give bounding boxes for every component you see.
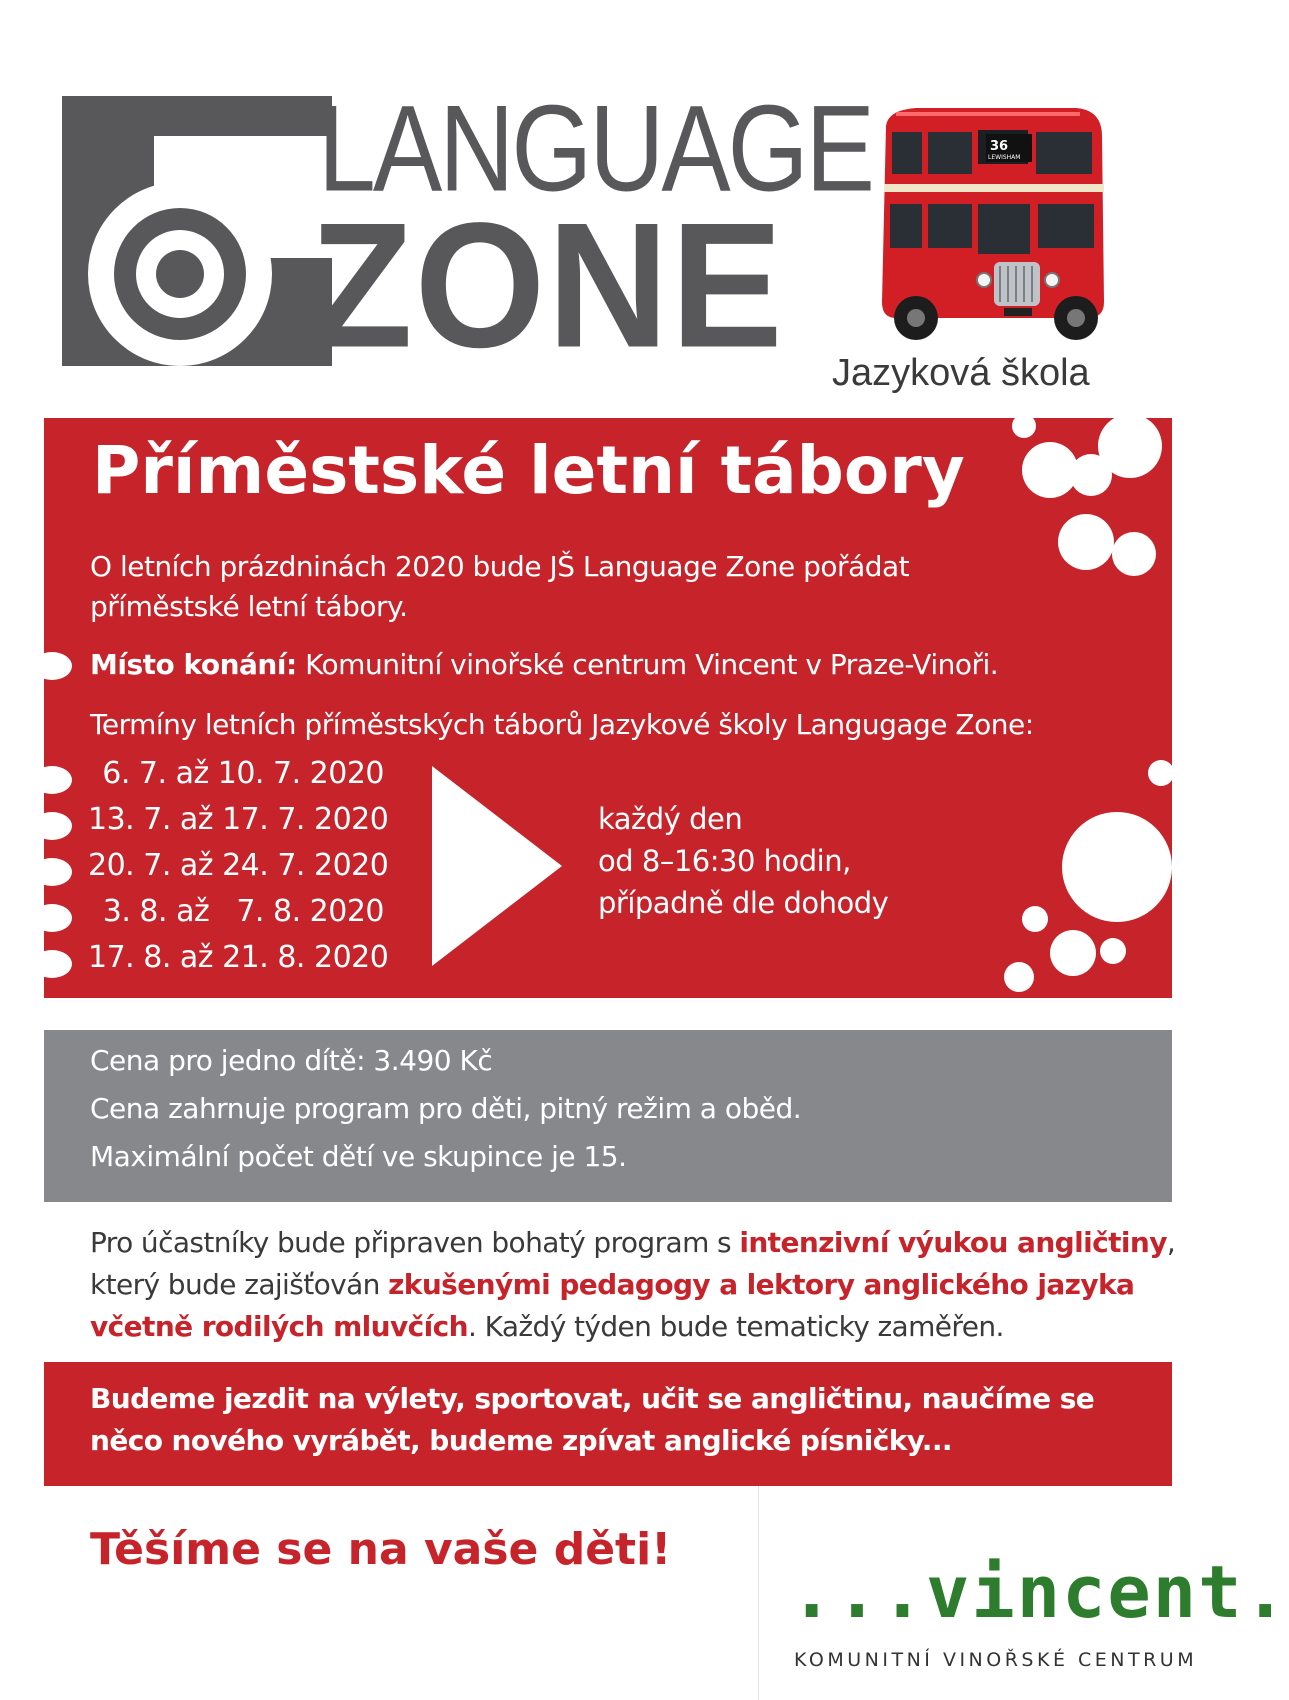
venue-label: Místo konání:	[90, 648, 297, 681]
intro-line: O letních prázdninách 2020 bude JŠ Language Zone pořádat	[90, 550, 910, 583]
schedule-line: případně dle dohody	[598, 886, 889, 920]
closing-slogan: Těšíme se na vaše děti!	[90, 1524, 672, 1575]
bubble-decoration	[32, 766, 72, 794]
activities-text	[90, 1378, 1094, 1462]
intro-line: příměstské letní tábory.	[90, 590, 408, 623]
terms-heading: Termíny letních příměstských táborů Jazykové školy Langugage Zone:	[90, 708, 1034, 741]
program-highlight: intenzivní výukou angličtiny	[739, 1226, 1167, 1259]
group-size-line: Maximální počet dětí ve skupince je 15.	[90, 1140, 627, 1173]
schedule-line: každý den	[598, 802, 743, 836]
date-term: 6. 7. až 10. 7. 2020	[102, 756, 384, 791]
program-text: Pro účastníky bude připraven bohatý program s	[90, 1226, 740, 1259]
bubble-decoration	[1100, 938, 1126, 964]
price-line: Cena pro jedno dítě: 3.490 Kč	[90, 1044, 493, 1077]
venue-line	[90, 645, 998, 685]
bubble-decoration	[1148, 760, 1174, 786]
bubble-decoration	[32, 950, 72, 978]
hero-title: Příměstské letní tábory	[92, 432, 965, 509]
bubble-decoration	[1050, 930, 1096, 976]
logo-word-zone: ZONE	[310, 185, 785, 385]
double-decker-bus-icon	[876, 106, 1108, 342]
program-text: ,	[1166, 1226, 1176, 1259]
logo-word-language: LANGUAGE	[318, 80, 872, 218]
included-line: Cena zahrnuje program pro děti, pitný režim a oběd.	[90, 1092, 802, 1125]
program-highlight: zkušenými pedagogy a lektory anglického jazyka	[388, 1268, 1135, 1301]
footer-divider	[758, 1486, 759, 1700]
bubble-decoration	[1004, 962, 1034, 992]
play-arrow-icon	[432, 766, 562, 966]
bubble-decoration	[1112, 532, 1156, 576]
date-term: 17. 8. až 21. 8. 2020	[88, 940, 389, 975]
bus-destination: LEWISHAM	[988, 154, 1021, 161]
intro-text	[90, 547, 909, 627]
bubble-decoration	[32, 652, 72, 680]
vincent-subtitle: KOMUNITNÍ VINOŘSKÉ CENTRUM	[794, 1649, 1198, 1671]
bubble-decoration	[32, 904, 72, 932]
bubble-decoration	[1022, 906, 1048, 932]
date-term: 20. 7. až 24. 7. 2020	[88, 848, 389, 883]
language-zone-logo-icon	[62, 96, 332, 366]
activities-line: Budeme jezdit na výlety, sportovat, učit se angličtinu, naučíme se	[90, 1382, 1095, 1415]
school-label: Jazyková škola	[832, 352, 1090, 394]
venue-value: Komunitní vinořské centrum Vincent v Praze-Vinoři.	[296, 648, 999, 681]
activities-line: něco nového vyrábět, budeme zpívat anglické písničky...	[90, 1424, 952, 1457]
vincent-logo-text: ...vincent.	[790, 1550, 1289, 1634]
bus-route-number: 36	[990, 139, 1009, 154]
date-term: 13. 7. až 17. 7. 2020	[88, 802, 389, 837]
bubble-decoration	[32, 858, 72, 886]
program-highlight: včetně rodilých mluvčích	[90, 1310, 468, 1343]
program-paragraph	[90, 1222, 1175, 1348]
program-text: který bude zajišťován	[90, 1268, 389, 1301]
program-text: . Každý týden bude tematicky zaměřen.	[468, 1310, 1004, 1343]
schedule-line: od 8–16:30 hodin,	[598, 844, 851, 878]
bubble-decoration	[1012, 414, 1036, 438]
bubble-decoration	[1058, 514, 1114, 570]
bubble-decoration	[32, 812, 72, 840]
bubble-decoration	[1098, 414, 1162, 478]
schedule-text	[598, 798, 888, 924]
date-term: 3. 8. až 7. 8. 2020	[102, 894, 384, 929]
bubble-decoration	[1062, 812, 1172, 922]
